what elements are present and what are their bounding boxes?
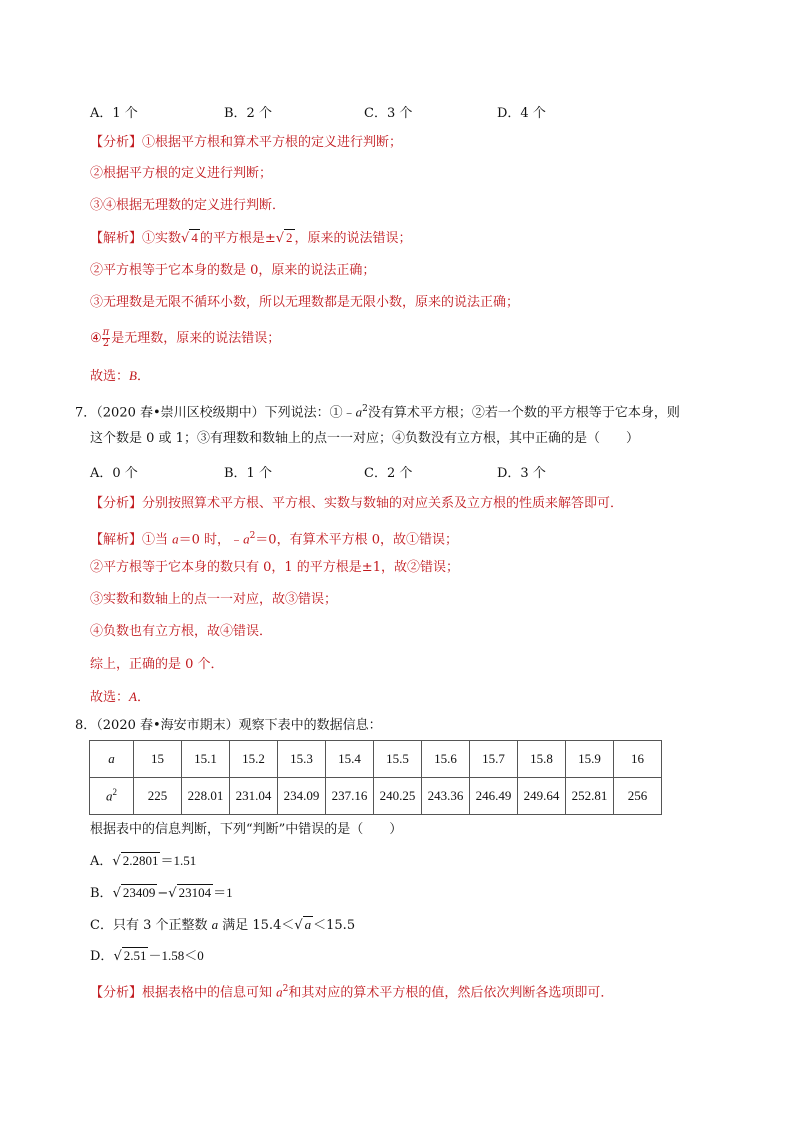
option-label: A． (90, 854, 113, 869)
analysis-text: 分别按照算术平方根、平方根、实数与数轴的对应关系及立方根的性质来解答即可． (142, 496, 624, 511)
answer-end: ． (136, 690, 150, 705)
sqrt-expression: √ 2 (275, 230, 293, 246)
solution-tag: 【解析】 (90, 532, 143, 548)
variable: a (276, 984, 283, 1000)
variable: a (243, 531, 250, 547)
solution-text: ＝0，有算术平方根 0，故①错误； (255, 532, 458, 548)
q7-option-b: B．1 个 (224, 466, 272, 481)
table-cell: 225 (134, 778, 182, 815)
q6-solution-line-4 (90, 328, 280, 349)
q8-option-b (90, 884, 233, 903)
table-cell: 252.81 (566, 778, 614, 815)
table-row-header (90, 778, 134, 815)
q6-option-d: D．4 个 (497, 106, 546, 121)
table-cell: 246.49 (470, 778, 518, 815)
sqrt-expression: √ 23409 (112, 885, 156, 901)
q6-analysis-line-2: ②根据平方根的定义进行判断； (90, 166, 273, 181)
numerator: π (102, 327, 110, 338)
answer-value: A (129, 689, 137, 704)
q6-option-a: A．1 个 (90, 106, 138, 121)
q7-option-a: A．0 个 (90, 466, 138, 481)
q6-analysis-line-3: ③④根据无理数的定义进行判断． (90, 198, 286, 213)
option-label: D． (90, 949, 114, 964)
q8-option-d (90, 947, 204, 966)
solution-tag: 【解析】 (90, 231, 143, 246)
table-cell: 15.9 (566, 741, 614, 778)
table-cell: 16 (614, 741, 662, 778)
variable: a (106, 788, 113, 804)
sqrt-expression: √ 2.2801 (112, 853, 159, 869)
fraction (102, 328, 111, 349)
table-cell: 237.16 (326, 778, 374, 815)
radicand: 23104 (178, 885, 212, 900)
radicand: 23409 (122, 885, 156, 900)
q6-solution-line-2: ②平方根等于它本身的数是 0，原来的说法正确； (90, 263, 376, 278)
radicand: 2.51 (123, 948, 147, 963)
table-cell: 249.64 (518, 778, 566, 815)
q6-solution-line-1 (90, 229, 412, 248)
q7-answer (90, 688, 150, 707)
option-text: ＜15.5 (313, 918, 356, 933)
analysis-tag: 【分析】 (90, 985, 143, 1001)
q8-stem: 8．（2020 春•海安市期末）观察下表中的数据信息： (75, 718, 382, 733)
denominator: 2 (102, 338, 110, 349)
table-cell: 15.7 (470, 741, 518, 778)
solution-text: 的平方根是± (199, 231, 276, 246)
sqrt-expression: √ 2.51 (113, 948, 147, 964)
variable: a (172, 531, 179, 547)
q8-question: 根据表中的信息判断，下列“判断”中错误的是（ ） (90, 822, 403, 837)
radicand: 2.2801 (122, 853, 159, 868)
variable: a (355, 404, 363, 420)
table-cell: 240.25 (374, 778, 422, 815)
q6-solution-line-3: ③无理数是无限不循环小数，所以无理数都是无限小数，原来的说法正确； (90, 295, 520, 310)
answer-label: 故选： (90, 690, 130, 705)
table-cell: 15.3 (278, 741, 326, 778)
variable: a (211, 917, 219, 932)
q8-option-a (90, 852, 196, 871)
q7-option-d: D．3 个 (497, 466, 546, 481)
table-cell: 15 (134, 741, 182, 778)
table-cell: 15.1 (182, 741, 230, 778)
exponent: 2 (112, 787, 117, 798)
q7-solution-line-2: ②平方根等于它本身的数只有 0，1 的平方根是±1，故②错误； (90, 560, 459, 575)
option-text: ＝1.51 (160, 853, 197, 868)
option-text: ＝1 (213, 885, 233, 900)
option-label: B． (90, 886, 113, 901)
table-cell: 15.2 (230, 741, 278, 778)
stem-text: 没有算术平方根；②若一个数的平方根等于它本身，则 (367, 405, 680, 421)
table-cell: 231.04 (230, 778, 278, 815)
solution-text: 是无理数，原来的说法错误； (111, 331, 281, 346)
exponent: 2 (282, 984, 289, 994)
stem-text: 7．（2020 春•崇川区校级期中）下列说法：①﹣ (75, 405, 356, 421)
q7-solution-line-1 (90, 527, 458, 549)
exponent: 2 (362, 404, 368, 414)
q7-option-c: C．2 个 (364, 466, 413, 481)
radicand: a (304, 917, 312, 932)
analysis-tag: 【分析】 (90, 135, 143, 150)
option-text: C．只有 3 个正整数 (90, 918, 212, 933)
solution-text: ＝0 时，﹣ (178, 532, 244, 548)
table-cell: 243.36 (422, 778, 470, 815)
q6-option-b: B．2 个 (224, 106, 272, 121)
solution-text: ①实数 (142, 231, 182, 246)
q7-stem-line-2: 这个数是 0 或 1；③有理数和数轴上的点一一对应；④负数没有立方根，其中正确的是（ ） (90, 431, 639, 446)
analysis-text: 和其对应的算术平方根的值，然后依次判断各选项即可． (288, 985, 614, 1001)
table-cell: 15.5 (374, 741, 422, 778)
table-cell: 234.09 (278, 778, 326, 815)
q7-solution-line-3: ③实数和数轴上的点一一对应，故③错误； (90, 592, 338, 607)
table-cell: 256 (614, 778, 662, 815)
q6-option-c: C．3 个 (364, 106, 413, 121)
analysis-tag: 【分析】 (90, 496, 143, 511)
radicand: 2 (286, 230, 293, 245)
table-cell: 15.8 (518, 741, 566, 778)
answer-end: ． (136, 369, 150, 384)
answer-label: 故选： (90, 369, 130, 384)
q7-analysis (90, 495, 623, 513)
q6-analysis-line-1 (90, 134, 402, 152)
table-cell: 15.4 (326, 741, 374, 778)
table-cell: 15.6 (422, 741, 470, 778)
data-table (89, 740, 662, 815)
solution-text: ，原来的说法错误； (294, 231, 412, 246)
q7-solution-line-4: ④负数也有立方根，故④错误． (90, 624, 273, 639)
q7-stem-line-1 (75, 400, 680, 422)
option-text: 满足 15.4＜ (218, 918, 295, 933)
table-row-header: a (90, 741, 134, 778)
option-text: －1.58＜0 (148, 948, 204, 963)
sqrt-expression: √ 4 (181, 230, 198, 246)
answer-value: B (129, 368, 137, 383)
q6-answer (90, 367, 150, 386)
q8-option-c (90, 916, 355, 935)
q7-conclusion: 综上，正确的是 0 个． (90, 657, 224, 672)
solution-text: ①当 (142, 532, 173, 548)
table-cell: 228.01 (182, 778, 230, 815)
sqrt-expression: √ 23104 (168, 885, 212, 901)
analysis-text: ①根据平方根和算术平方根的定义进行判断； (142, 135, 403, 150)
table-row (90, 778, 662, 815)
radicand: 4 (191, 230, 198, 245)
table-row (90, 741, 662, 778)
solution-text: ④ (90, 331, 102, 346)
sqrt-expression: √ a (294, 917, 312, 933)
analysis-text: 根据表格中的信息可知 (142, 985, 277, 1001)
operator: − (157, 886, 169, 901)
q8-analysis (90, 980, 613, 1002)
exponent: 2 (249, 531, 256, 541)
